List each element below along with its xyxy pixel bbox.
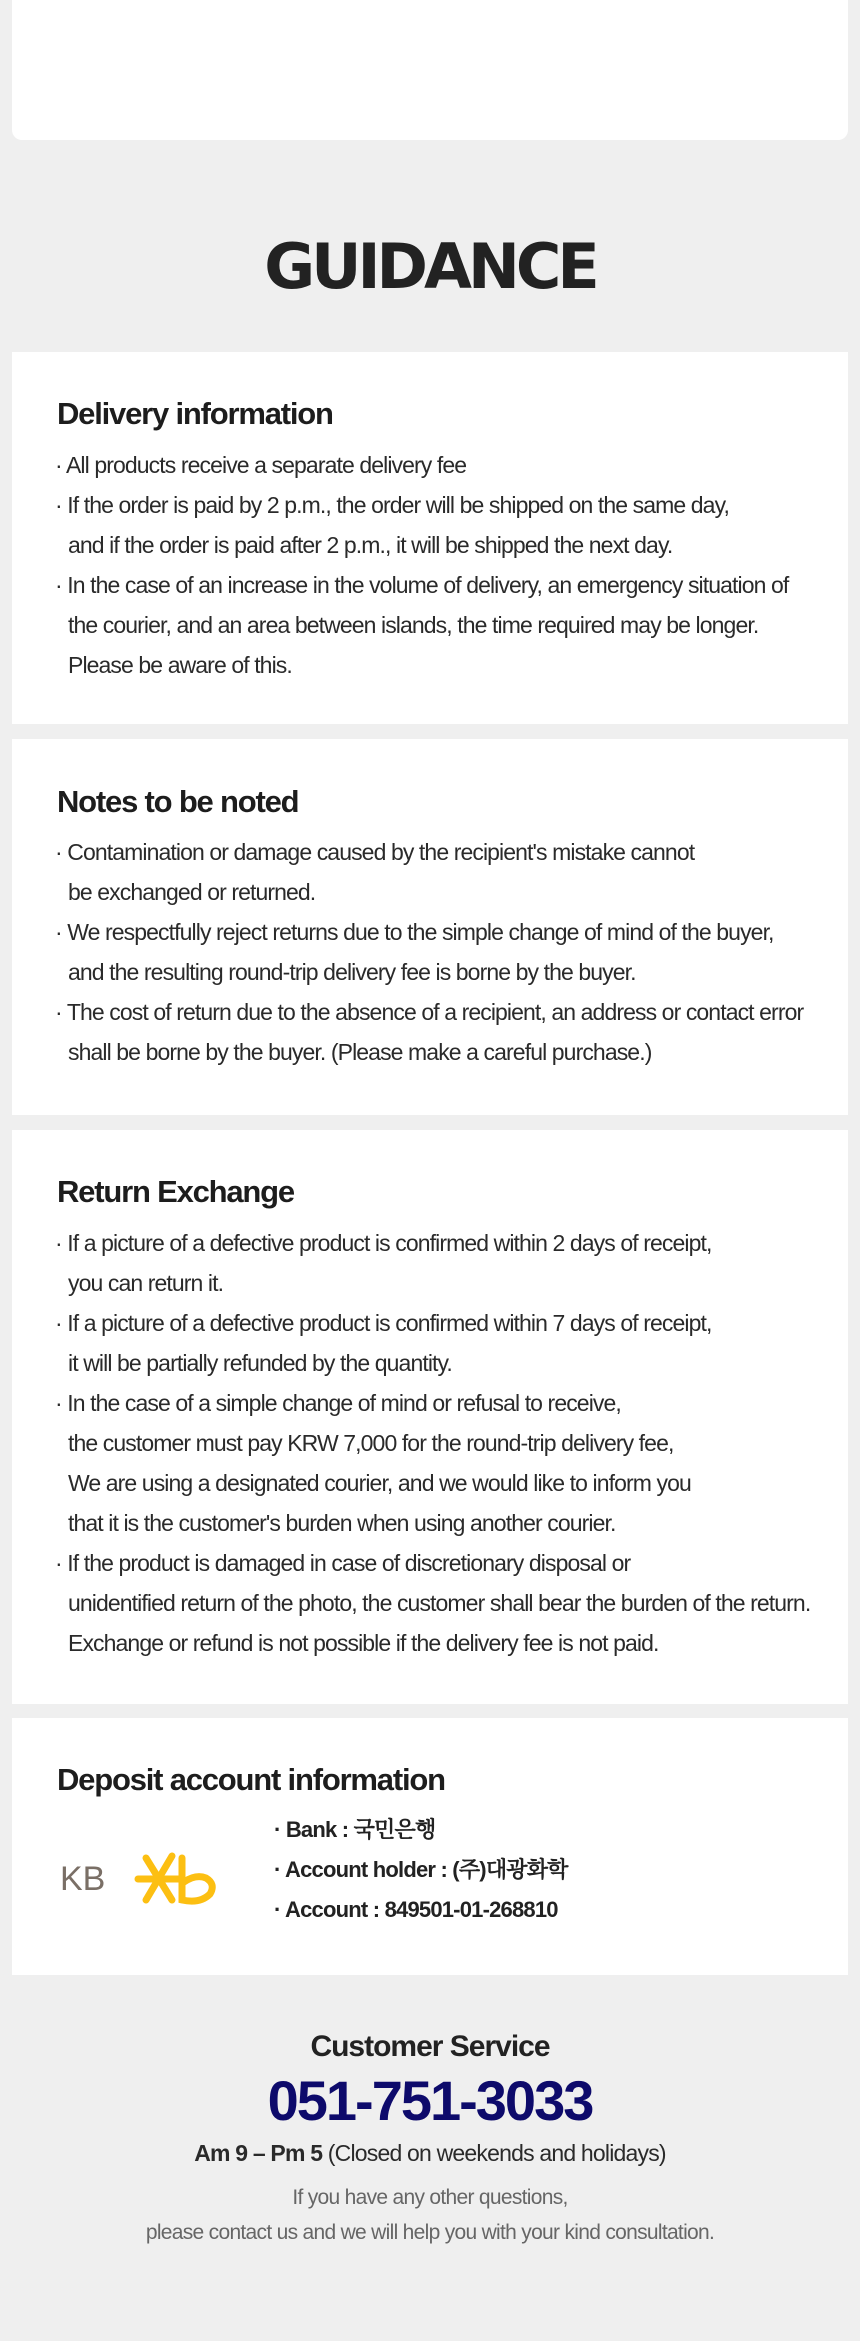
- bank-name: · Bank : 국민은행: [274, 1817, 436, 1842]
- deposit-account-card: [12, 1718, 848, 1975]
- return-exchange-title: Return Exchange: [57, 1174, 294, 1209]
- note-line: If you have any other questions,: [292, 2186, 568, 2209]
- list-item-continuation: it will be partially refunded by the quantity.: [68, 1350, 452, 1376]
- page-title: GUIDANCE: [264, 230, 596, 303]
- list-item-continuation: and if the order is paid after 2 p.m., it will be shipped the next day.: [68, 532, 673, 558]
- return-exchange-list: [55, 1223, 828, 1663]
- customer-service-phone[interactable]: 051-751-3033: [267, 2069, 593, 2132]
- kb-star-icon: [138, 1856, 212, 1901]
- hours-note: (Closed on weekends and holidays): [322, 2140, 666, 2166]
- delivery-info-title: Delivery information: [57, 396, 333, 431]
- delivery-info-card: [12, 352, 848, 724]
- list-item-continuation: shall be borne by the buyer. (Please make a careful purchase.): [68, 1039, 652, 1065]
- customer-service-title: Customer Service: [310, 2030, 550, 2063]
- list-item: · The cost of return due to the absence of a recipient, an address or contact error: [55, 999, 804, 1025]
- deposit-title: Deposit account information: [57, 1762, 445, 1797]
- customer-service-note: [0, 2180, 860, 2250]
- list-item: · If the order is paid by 2 p.m., the order will be shipped on the same day,: [55, 492, 729, 518]
- list-item-continuation: the customer must pay KRW 7,000 for the round-trip delivery fee,: [68, 1430, 674, 1456]
- bank-details: [274, 1810, 568, 1930]
- notes-list: [55, 832, 828, 1072]
- list-item: · Contamination or damage caused by the recipient's mistake cannot: [55, 839, 695, 865]
- list-item: · In the case of a simple change of mind or refusal to receive,: [55, 1390, 621, 1416]
- list-item-continuation: that it is the customer's burden when using another courier.: [68, 1510, 616, 1536]
- notes-card: [12, 739, 848, 1115]
- list-item: · If a picture of a defective product is confirmed within 2 days of receipt,: [55, 1230, 712, 1256]
- account-holder: · Account holder : (주)대광화학: [274, 1857, 568, 1882]
- notes-title: Notes to be noted: [57, 784, 299, 819]
- account-number: · Account : 849501-01-268810: [274, 1897, 558, 1922]
- list-item-continuation: Exchange or refund is not possible if the delivery fee is not paid.: [68, 1630, 659, 1656]
- list-item-continuation: the courier, and an area between islands, the time required may be longer.: [68, 612, 759, 638]
- list-item-continuation: Please be aware of this.: [68, 652, 292, 678]
- list-item: · We respectfully reject returns due to the simple change of mind of the buyer,: [55, 919, 774, 945]
- list-item: · If the product is damaged in case of discretionary disposal or: [55, 1550, 631, 1576]
- list-item: · If a picture of a defective product is confirmed within 7 days of receipt,: [55, 1310, 712, 1336]
- list-item-continuation: and the resulting round-trip delivery fee is borne by the buyer.: [68, 959, 636, 985]
- kb-logo-text: KB: [60, 1860, 106, 1898]
- kb-bank-logo: [60, 1838, 240, 1918]
- list-item-continuation: you can return it.: [68, 1270, 224, 1296]
- return-exchange-card: [12, 1130, 848, 1704]
- hours-range: Am 9 – Pm 5: [194, 2140, 323, 2166]
- list-item: · In the case of an increase in the volume of delivery, an emergency situation of: [55, 572, 789, 598]
- list-item-continuation: unidentified return of the photo, the customer shall bear the burden of the return.: [68, 1590, 811, 1616]
- note-line: please contact us and we will help you with your kind consultation.: [145, 2221, 715, 2244]
- list-item-continuation: be exchanged or returned.: [68, 879, 316, 905]
- list-item-continuation: We are using a designated courier, and we would like to inform you: [68, 1470, 691, 1496]
- top-card: [12, 0, 848, 140]
- customer-service-hours: [0, 2140, 860, 2167]
- delivery-info-list: [55, 445, 828, 685]
- list-item: · All products receive a separate delivery fee: [55, 452, 467, 478]
